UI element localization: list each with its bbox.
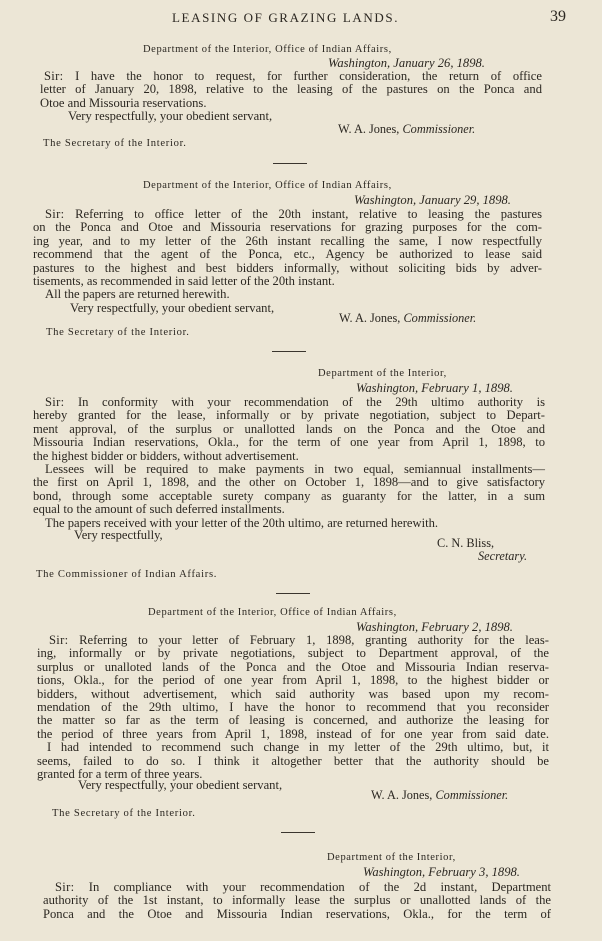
letter-3-date: Washington, February 1, 1898.	[356, 381, 513, 395]
body-line: equal to the amount of such deferred installments.	[33, 502, 285, 517]
letter-3-closing: Very respectfully,	[74, 528, 163, 542]
section-divider	[281, 832, 315, 833]
letter-1-heading: Department of the Interior, Office of Indian Affairs,	[143, 44, 392, 55]
salutation: Sir:	[55, 880, 75, 894]
salutation: Sir:	[49, 633, 69, 647]
section-divider	[273, 163, 307, 164]
section-divider	[276, 593, 310, 594]
body-line: Sir: In conformity with your recommendation of the 29th ultimo authority is	[45, 395, 545, 409]
body-line: Sir: I have the honor to request, for further consideration, the return of office	[44, 69, 542, 83]
body-line: Sir: Referring to office letter of the 20th instant, relative to leasing the pastures	[45, 207, 542, 221]
body-line: seems, failed to do so. I think it altogether better that the authority should be	[37, 753, 549, 768]
letter-1-date: Washington, January 26, 1898.	[328, 56, 485, 70]
letter-1-closing: Very respectfully, your obedient servant,	[68, 109, 273, 123]
letter-2-body	[33, 208, 542, 302]
letter-4-body	[37, 634, 549, 781]
letter-4-date: Washington, February 2, 1898.	[356, 620, 513, 634]
letter-2-date: Washington, January 29, 1898.	[354, 193, 511, 207]
letter-3-heading: Department of the Interior,	[318, 368, 447, 379]
body-line: authority of the 1st instant, to informally lease the surplus or unallotted lands of the	[43, 893, 551, 908]
body-line: Lessees will be required to make payments in two equal, semiannual installments—	[45, 462, 545, 477]
running-head: LEASING OF GRAZING LANDS.	[172, 10, 400, 25]
letter-3-signer-title: Secretary.	[478, 549, 528, 563]
letter-2-closing: Very respectfully, your obedient servant,	[70, 301, 275, 315]
body-line: Ponca and the Otoe and Missouria Indian reservations, Okla., for the term of	[43, 906, 551, 921]
letter-2-addressee: The Secretary of the Interior.	[46, 327, 190, 338]
letter-1-addressee: The Secretary of the Interior.	[43, 138, 187, 149]
letter-4-closing: Very respectfully, your obedient servant,	[78, 778, 283, 792]
body-line: Missouria Indian reservations, Okla., for the term of one year from April 1, 1898, to	[33, 435, 545, 450]
body-line: All the papers are returned herewith.	[45, 287, 230, 302]
salutation: Sir:	[45, 395, 65, 409]
letter-4-heading: Department of the Interior, Office of Indian Affairs,	[148, 607, 397, 618]
body-line: mendation of the 29th ultimo, I have the honor to recommend that you reconsider	[37, 700, 549, 715]
body-line: recommend that the agent of the Ponca, etc., Agency be authorized to lease said	[33, 247, 542, 262]
salutation: Sir:	[45, 207, 65, 221]
letter-2-signature: W. A. Jones, Commissioner.	[339, 311, 477, 325]
letter-5-heading: Department of the Interior,	[327, 852, 456, 863]
body-line: ment approval, of the surplus or unallotted lands on the Ponca and the Otoe and	[33, 421, 545, 436]
body-line: the first on April 1, 1898, and the other on October 1, 1898—and to give satisfactory	[33, 475, 545, 490]
body-line: tions, Okla., for the period of one year from April 1, 1898, to the highest bidder or	[37, 673, 549, 688]
body-line: granted for a term of three years.	[37, 767, 203, 782]
page-header	[0, 10, 602, 30]
section-divider	[272, 351, 306, 352]
letter-4-signature: W. A. Jones, Commissioner.	[371, 788, 509, 802]
page-number: 39	[550, 8, 566, 25]
body-line: the matter so far as the term of leasing is concerned, and authorize the leasing for	[37, 713, 549, 728]
letter-3-body	[33, 396, 545, 530]
letter-3-signer-name: C. N. Bliss,	[437, 536, 495, 550]
body-line: Otoe and Missouria reservations.	[40, 95, 207, 110]
body-line: surplus or unalloted lands of the Ponca and the Otoe and Missouria Indian reserva-	[37, 659, 549, 674]
letter-1-body	[40, 70, 542, 110]
body-line: on the Ponca and Otoe and Missouria reservations for grazing purposes for the com-	[33, 220, 542, 235]
letter-4-addressee: The Secretary of the Interior.	[52, 808, 196, 819]
body-line: I had intended to recommend such change in my letter of the 29th ultimo, but, it	[47, 740, 549, 755]
body-line: hereby granted for the lease, informally or by private negotiation, subject to Depart-	[33, 408, 545, 423]
body-line: bond, through some acceptable surety company as guaranty for the latter, in a sum	[33, 488, 545, 503]
letter-3-addressee: The Commissioner of Indian Affairs.	[36, 569, 218, 580]
letter-2-heading: Department of the Interior, Office of Indian Affairs,	[143, 180, 392, 191]
body-line: The papers received with your letter of the 20th ultimo, are returned herewith.	[45, 515, 439, 530]
body-line: Sir: In compliance with your recommendation of the 2d instant, Department	[55, 880, 551, 894]
body-line: the highest bidder or bidders, without advertisement.	[33, 448, 299, 463]
body-line: the period of three years from April 1, 1898, instead of for one year from said date.	[37, 726, 549, 741]
letter-5-date: Washington, February 3, 1898.	[363, 865, 520, 879]
body-line: ing year, and to my letter of the 26th instant recalling the same, I now respectfully	[33, 233, 542, 248]
salutation: Sir:	[44, 69, 64, 83]
body-line: Sir: Referring to your letter of February 1, 1898, granting authority for the leas-	[49, 633, 549, 647]
body-line: ing, informally or by private negotiations, subject to Department approval, of the	[37, 646, 549, 661]
body-line: tisements, as recommended in said letter of the 20th instant.	[33, 274, 335, 289]
body-line: letter of January 20, 1898, relative to the leasing of the pastures on the Ponca and	[40, 82, 542, 97]
letter-1-signature: W. A. Jones, Commissioner.	[338, 122, 476, 136]
body-line: bidders, without advertisement, which said authority was based upon my recom-	[37, 686, 549, 701]
body-line: pastures to the highest and best bidders informally, without soliciting bids by adver-	[33, 260, 542, 275]
letter-5-body	[43, 881, 551, 921]
